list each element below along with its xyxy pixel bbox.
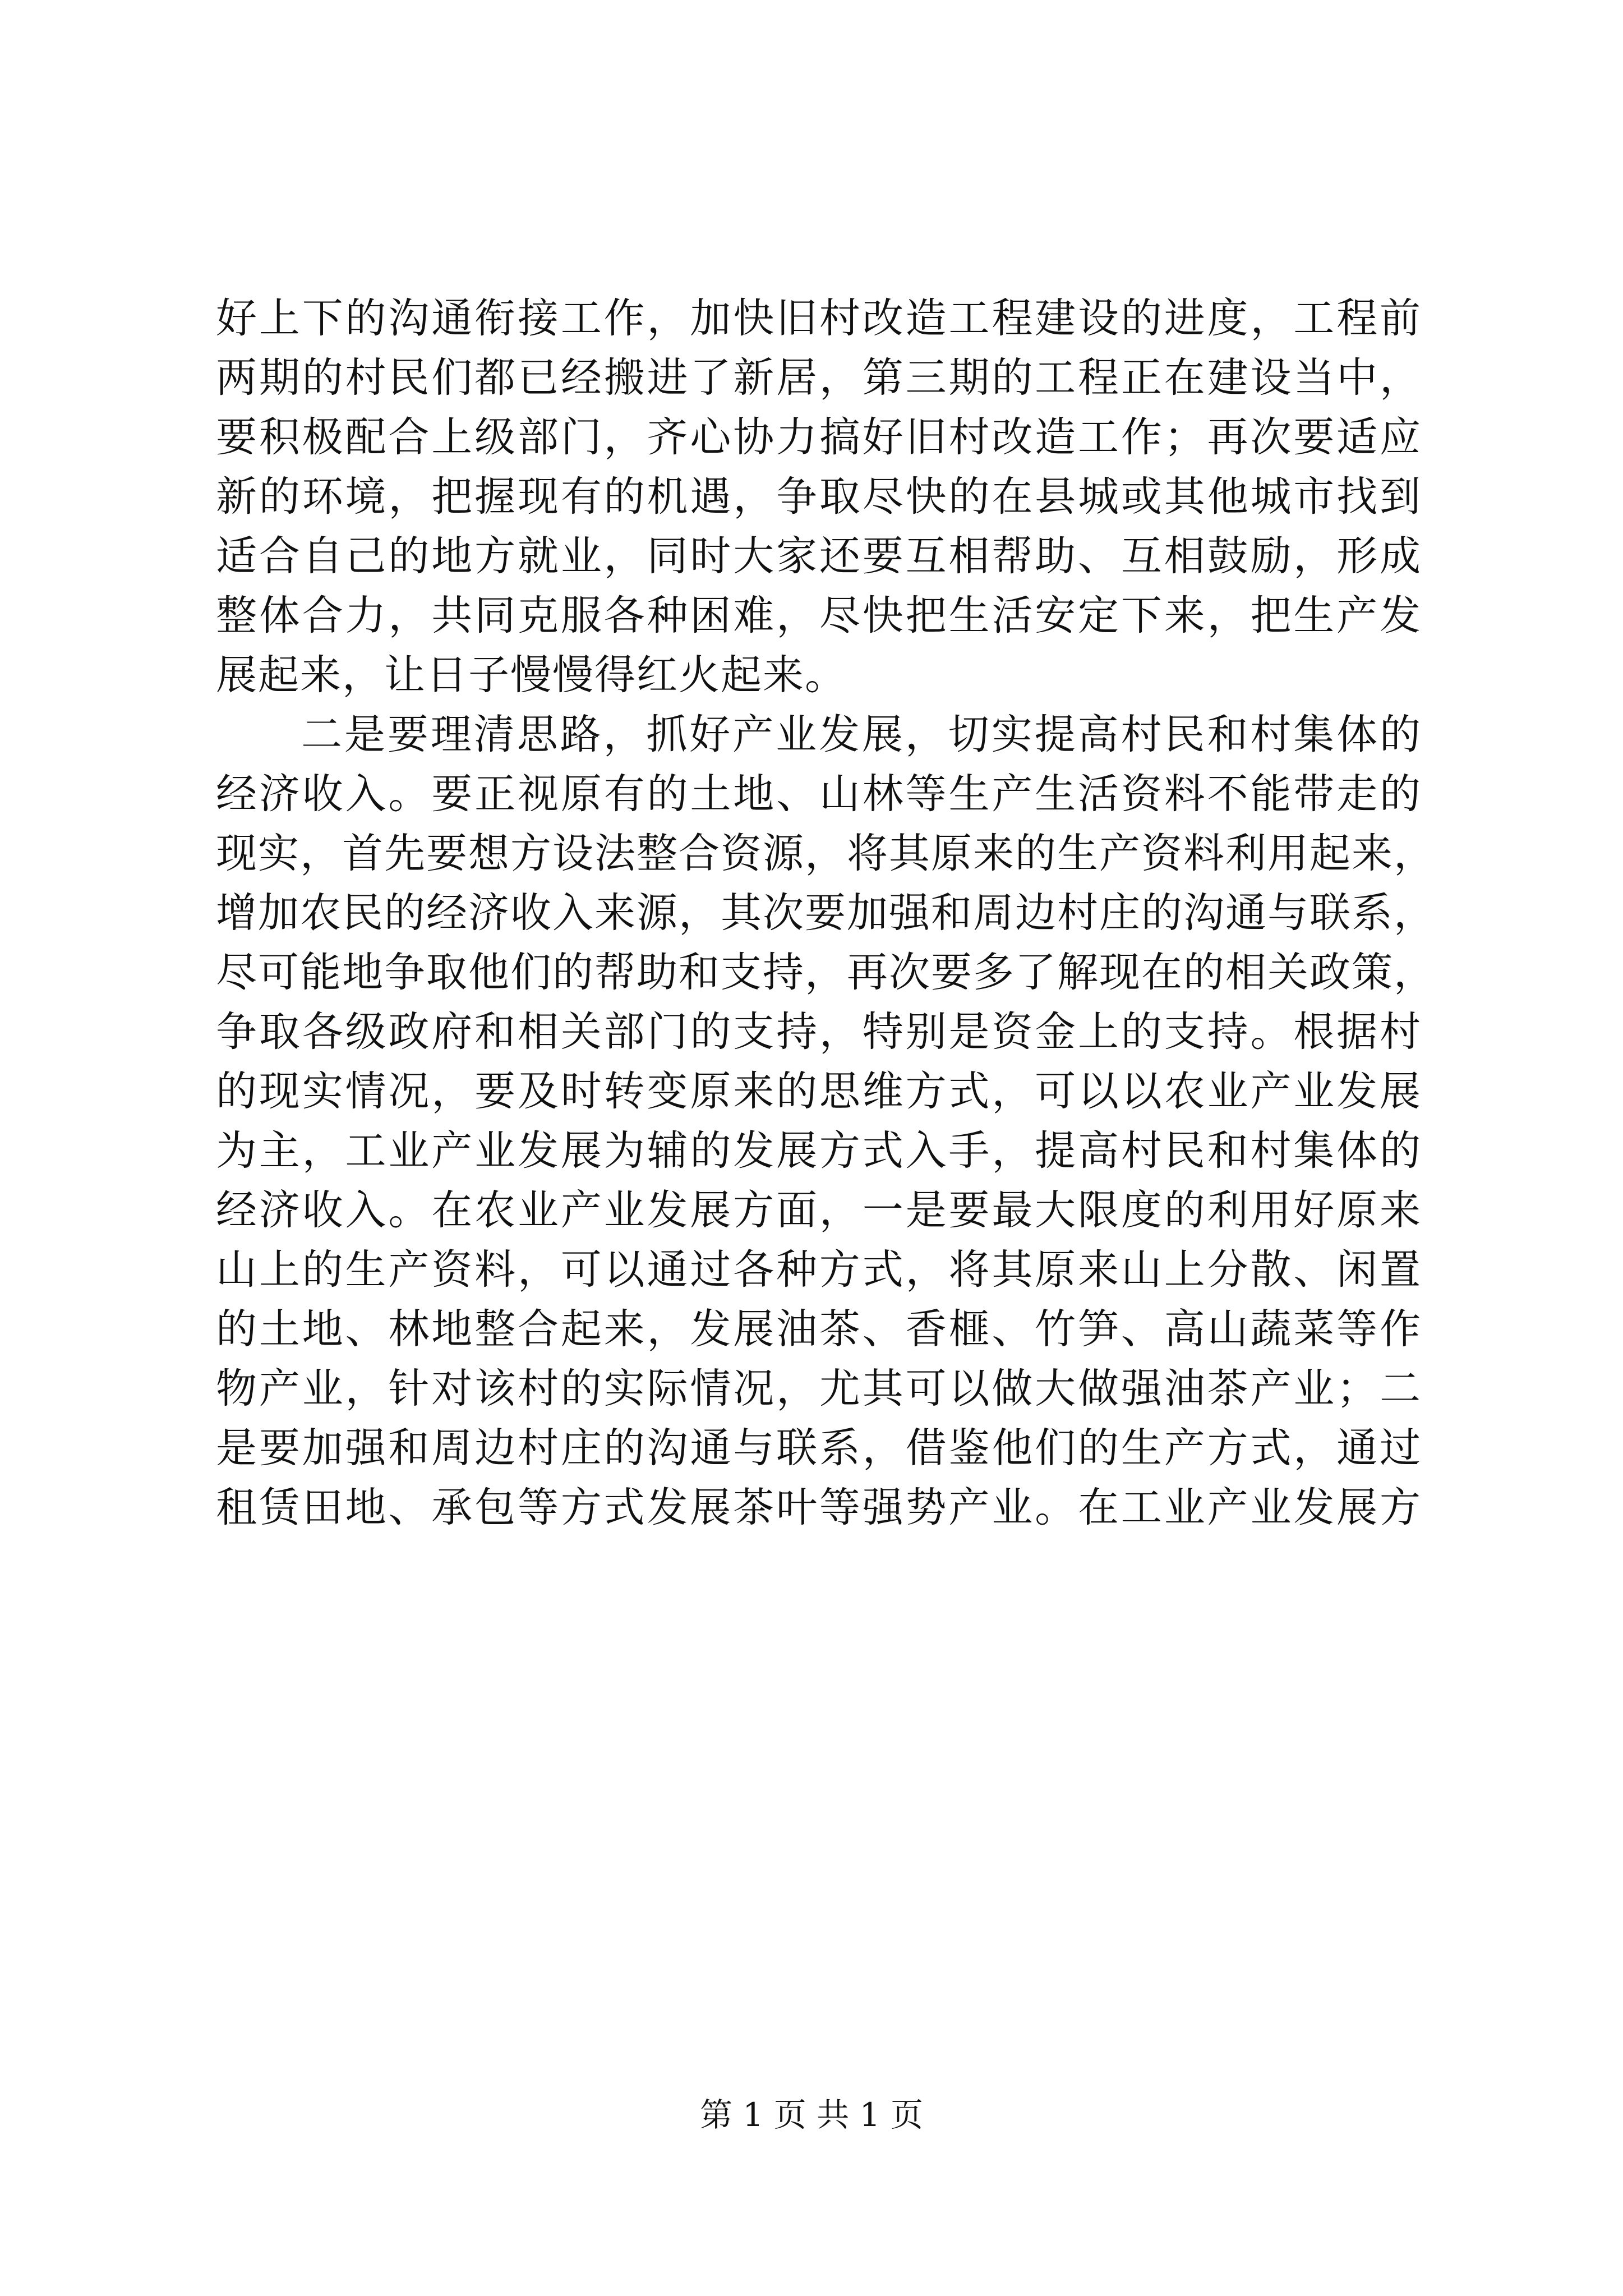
paragraph-end-line: 展起来，让日子慢慢得红火起来。 bbox=[216, 651, 847, 699]
text-line: 增加农民的经济收入来源，其次要加强和周边村庄的沟通与联系， bbox=[216, 889, 1436, 937]
text-line: 经济收入。要正视原有的土地、山林等生产生活资料不能带走的 bbox=[216, 770, 1422, 818]
text-line: 好上下的沟通衔接工作，加快旧村改造工程建设的进度，工程前 bbox=[216, 295, 1422, 342]
text-line: 现实，首先要想方设法整合资源，将其原来的生产资料利用起来， bbox=[216, 830, 1436, 877]
text-line: 尽可能地争取他们的帮助和支持，再次要多了解现在的相关政策， bbox=[216, 949, 1436, 996]
paragraph-first-line: 二是要理清思路，抓好产业发展，切实提高村民和村集体的 bbox=[301, 711, 1422, 758]
text-line: 适合自己的地方就业，同时大家还要互相帮助、互相鼓励，形成 bbox=[216, 532, 1422, 580]
text-line: 整体合力，共同克服各种困难，尽快把生活安定下来，把生产发 bbox=[216, 592, 1422, 639]
page-number-footer: 第 1 页 共 1 页 bbox=[700, 2096, 923, 2134]
text-line: 经济收入。在农业产业发展方面，一是要最大限度的利用好原来 bbox=[216, 1186, 1422, 1234]
text-line: 争取各级政府和相关部门的支持，特别是资金上的支持。根据村 bbox=[216, 1008, 1422, 1056]
text-line: 物产业，针对该村的实际情况，尤其可以做大做强油茶产业；二 bbox=[216, 1365, 1422, 1412]
text-line: 租赁田地、承包等方式发展茶叶等强势产业。在工业产业发展方 bbox=[216, 1484, 1422, 1531]
text-line: 两期的村民们都已经搬进了新居，第三期的工程正在建设当中， bbox=[216, 354, 1422, 402]
text-line: 是要加强和周边村庄的沟通与联系，借鉴他们的生产方式，通过 bbox=[216, 1424, 1422, 1472]
text-line: 的现实情况，要及时转变原来的思维方式，可以以农业产业发展 bbox=[216, 1068, 1422, 1115]
text-line: 的土地、林地整合起来，发展油茶、香榧、竹笋、高山蔬菜等作 bbox=[216, 1305, 1422, 1353]
document-body bbox=[216, 289, 1436, 1538]
text-line: 新的环境，把握现有的机遇，争取尽快的在县城或其他城市找到 bbox=[216, 473, 1422, 521]
text-line: 要积极配合上级部门，齐心协力搞好旧村改造工作；再次要适应 bbox=[216, 413, 1422, 461]
text-line: 为主，工业产业发展为辅的发展方式入手，提高村民和村集体的 bbox=[216, 1127, 1422, 1175]
text-line: 山上的生产资料，可以通过各种方式，将其原来山上分散、闲置 bbox=[216, 1246, 1422, 1294]
